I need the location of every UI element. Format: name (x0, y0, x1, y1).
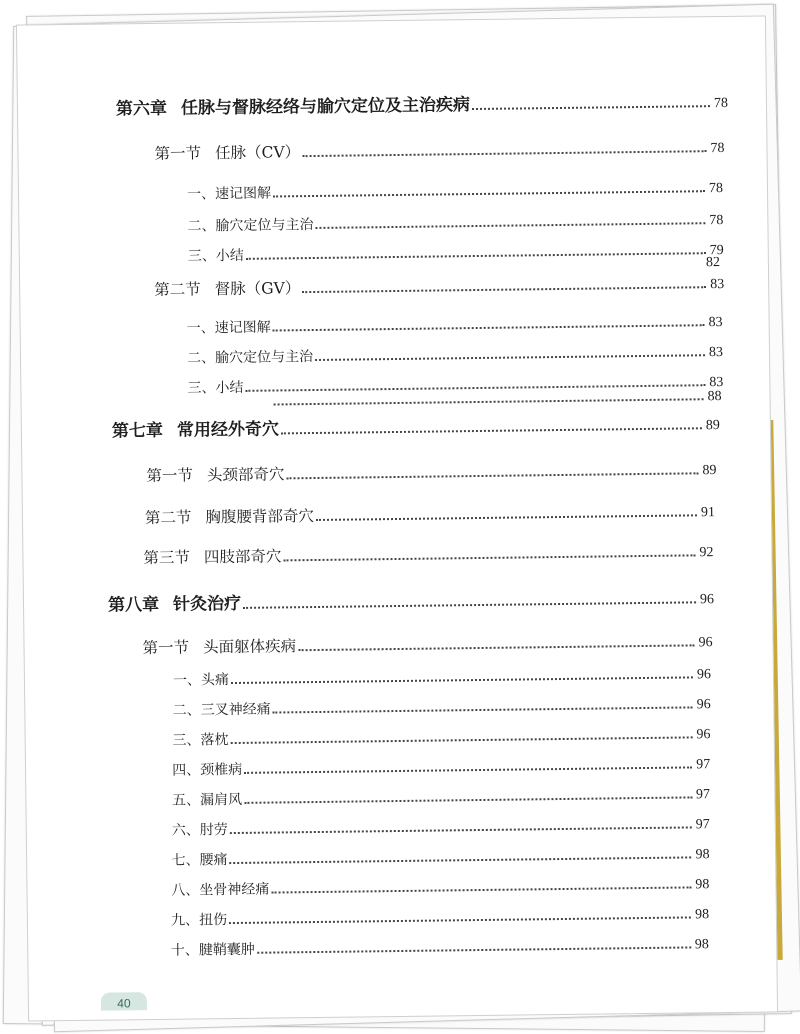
section-label: 第一节 (146, 466, 194, 486)
item-title: 二、腧穴定位与主治 (187, 216, 314, 235)
item-title: 十、腱鞘囊肿 (170, 941, 255, 959)
toc-item (187, 177, 723, 204)
dot-leader (273, 190, 705, 197)
toc-item (171, 933, 709, 960)
item-title: 二、三叉神经痛 (172, 701, 271, 719)
dot-leader (302, 150, 706, 157)
dot-leader (271, 886, 691, 893)
dot-leader (257, 946, 691, 953)
page-ref: 96 (696, 697, 711, 713)
section-label: 第二节 (144, 508, 192, 528)
page-ref: 96 (698, 635, 713, 651)
page-ref: 83 (710, 276, 725, 293)
section-label: 第三节 (143, 548, 191, 568)
chapter-title: 任脉与督脉经络与腧穴定位及主治疾病 (180, 95, 471, 119)
dot-leader (229, 916, 691, 924)
item-title: 四、颈椎病 (172, 761, 243, 779)
item-title: 一、头痛 (172, 672, 230, 689)
page-ref: 78 (710, 140, 725, 157)
toc-chapter-7 (112, 409, 720, 441)
spacer (542, 266, 702, 268)
item-title: 五、漏肩风 (171, 791, 243, 809)
toc-section (142, 629, 712, 658)
toc-section (154, 271, 724, 300)
section-label: 第一节 (142, 638, 190, 658)
item-title: 九、扭伤 (170, 912, 228, 929)
section-title: 督脉（GV） (214, 279, 301, 299)
toc-item (172, 783, 710, 810)
section-title: 四肢部奇穴 (203, 547, 282, 567)
page-ref: 91 (700, 505, 716, 521)
item-title: 六、肘劳 (171, 822, 228, 839)
page-ref: 89 (702, 463, 717, 479)
page-ref: 96 (696, 727, 711, 743)
page-ref: 98 (694, 907, 710, 923)
page-ref: 98 (695, 877, 710, 893)
toc-page-ref-extra (540, 255, 720, 273)
toc-item (173, 663, 711, 690)
dot-leader (281, 427, 702, 434)
page-ref: 92 (699, 545, 714, 561)
page-ref: 97 (696, 757, 711, 773)
item-title: 七、腰痛 (171, 852, 228, 869)
dot-leader (298, 644, 694, 651)
section-label: 第二节 (154, 280, 201, 299)
page-number: 40 (101, 992, 147, 1011)
toc-item (172, 813, 710, 840)
dot-leader (472, 105, 710, 110)
chapter-title: 针灸治疗 (172, 593, 242, 615)
dot-leader (284, 554, 696, 561)
chapter-label: 第六章 (115, 98, 168, 120)
section-label: 第一节 (154, 144, 202, 163)
dot-leader (316, 514, 697, 521)
page-ref: 82 (705, 255, 720, 271)
page-ref: 97 (695, 817, 710, 833)
dot-leader (273, 706, 693, 713)
dot-leader (287, 472, 699, 479)
toc-section (154, 135, 724, 164)
dot-leader (302, 286, 706, 293)
dot-leader (244, 796, 692, 803)
item-title: 一、速记图解 (186, 185, 272, 203)
dot-leader (244, 766, 692, 773)
toc-item (171, 873, 709, 900)
page-ref: 89 (705, 418, 720, 434)
item-title: 三、小结 (187, 379, 244, 397)
page-ref: 78 (709, 212, 724, 229)
dot-leader (315, 222, 705, 229)
item-title: 八、坐骨神经痛 (171, 881, 270, 899)
toc-item (187, 311, 723, 338)
item-title: 二、腧穴定位与主治 (186, 349, 314, 367)
toc-item (171, 843, 709, 870)
toc-item (171, 903, 709, 930)
chapter-title: 常用经外奇穴 (176, 419, 280, 441)
chapter-label: 第八章 (107, 594, 160, 616)
dot-leader (273, 324, 705, 331)
page-ref: 97 (695, 787, 711, 803)
page-ref: 78 (708, 180, 724, 197)
dot-leader (230, 826, 692, 834)
page-ref: 96 (699, 592, 715, 608)
dot-leader (231, 736, 693, 744)
toc-item (187, 209, 723, 236)
toc-chapter-6 (116, 87, 728, 119)
toc-item (187, 341, 723, 368)
section-title: 任脉（CV） (214, 143, 301, 163)
page-ref: 96 (696, 667, 712, 683)
dot-leader (230, 856, 692, 864)
toc-chapter-8 (108, 583, 714, 615)
dot-leader (274, 398, 704, 405)
page-ref: 98 (695, 847, 710, 863)
toc-item (173, 693, 711, 720)
toc-section (145, 499, 715, 528)
page-ref: 88 (707, 389, 722, 405)
dot-leader (315, 354, 705, 361)
dot-leader (231, 676, 693, 684)
toc-page (16, 15, 778, 1021)
section-title: 头颈部奇穴 (206, 465, 285, 485)
toc-section (146, 457, 716, 486)
chapter-label: 第七章 (111, 420, 164, 442)
dot-leader (243, 601, 696, 609)
item-title: 三、小结 (187, 247, 244, 265)
page-ref: 79 (709, 242, 724, 259)
toc-section (143, 539, 713, 568)
section-title: 头面躯体疾病 (202, 637, 297, 657)
section-title: 胸腹腰背部奇穴 (205, 507, 315, 527)
item-title: 三、落枕 (172, 732, 229, 749)
page-ref: 83 (708, 345, 724, 361)
page-ref: 83 (709, 375, 724, 391)
toc-item (172, 753, 710, 780)
page-ref: 83 (708, 315, 723, 331)
toc-item (172, 723, 710, 750)
page-ref: 78 (713, 95, 729, 112)
item-title: 一、速记图解 (186, 319, 271, 337)
page-ref: 98 (694, 937, 709, 953)
